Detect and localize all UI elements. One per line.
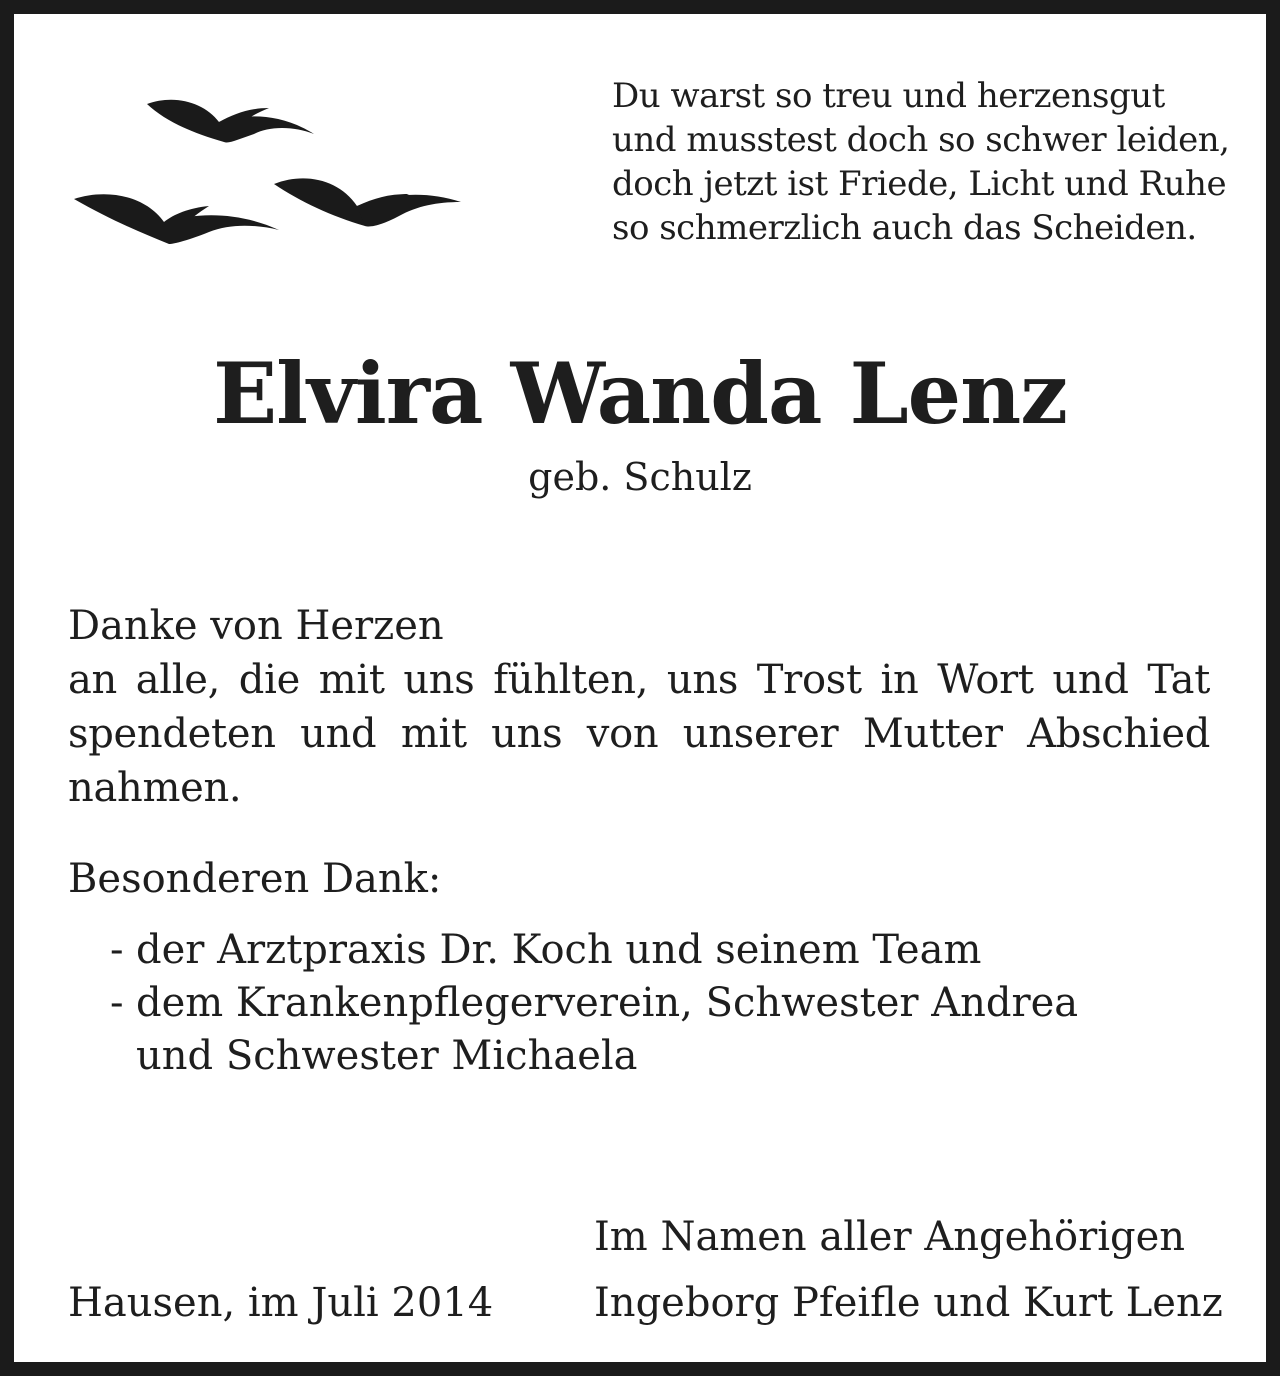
special-thanks-heading: Besonderen Dank: xyxy=(68,856,442,902)
thanks-heading: Danke von Herzen xyxy=(68,603,444,649)
three-flying-birds-icon xyxy=(69,84,469,254)
list-dash: - xyxy=(110,980,124,1026)
list-item xyxy=(110,924,1078,977)
poem-line: Du warst so treu und herzensgut xyxy=(612,76,1165,116)
list-dash: - xyxy=(110,927,124,973)
special-thanks-list xyxy=(110,924,1078,1083)
list-item-text: der Arztpraxis Dr. Koch und seinem Team xyxy=(136,927,982,973)
list-item xyxy=(110,1030,1078,1083)
poem-line: und musstest doch so schwer leiden, xyxy=(612,120,1230,160)
signatories-line: Ingeborg Pfeifle und Kurt Lenz xyxy=(594,1280,1223,1326)
family-signature xyxy=(594,1204,1223,1336)
deceased-name: Elvira Wanda Lenz xyxy=(213,344,1067,443)
maiden-name: geb. Schulz xyxy=(528,455,752,499)
poem-line: so schmerzlich auch das Scheiden. xyxy=(612,208,1197,248)
place-date: Hausen, im Juli 2014 xyxy=(68,1280,494,1326)
poem xyxy=(612,74,1252,250)
list-item xyxy=(110,977,1078,1030)
on-behalf-line: Im Namen aller Angehörigen xyxy=(594,1214,1186,1260)
list-item-text: dem Krankenpflegerverein, Schwester Andrea xyxy=(136,980,1079,1026)
poem-line: doch jetzt ist Friede, Licht und Ruhe xyxy=(612,164,1227,204)
list-item-text: und Schwester Michaela xyxy=(136,1033,638,1079)
thanks-body: an alle, die mit uns fühlten, uns Trost in Wort und Tat spendeten und mit uns von unserer Mutter Abschied nahmen. xyxy=(68,657,1210,811)
